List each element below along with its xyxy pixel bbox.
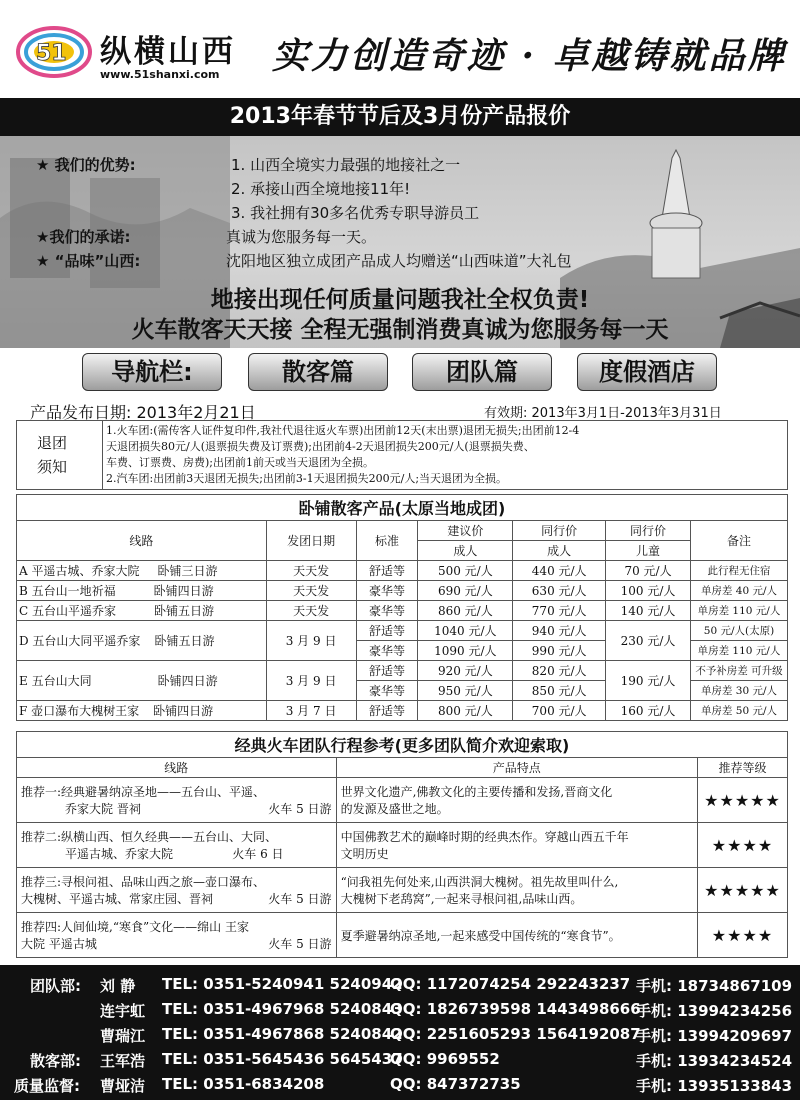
itinerary-route: 推荐三:寻根问祖、品味山西之旅—壶口瀑布、 大槐树、平遥古城、常家庄园、晋祠 火车 5 日游 <box>17 868 337 913</box>
contact-tel[interactable]: TEL: 0351-5645436 5645437 <box>162 1050 403 1068</box>
remark-cell: 单房差 50 元/人 <box>690 701 787 721</box>
contact-mobile[interactable]: 手机: 13994209697 <box>636 1027 793 1045</box>
refund-label: 退团 <box>37 434 68 452</box>
headline-quality: 地接出现任何质量问题我社全权负责! <box>210 287 590 313</box>
contact-tel[interactable]: TEL: 0351-4967968 5240843 <box>162 1000 403 1018</box>
itinerary-route: 推荐四:人间仙境,“寒食”文化——绵山 王家 大院 平遥古城 火车 5 日游 <box>17 913 337 958</box>
child-price: 190 元/人 <box>606 661 691 701</box>
col-peer: 同行价 <box>513 521 606 541</box>
col-feature: 产品特点 <box>336 758 697 778</box>
standard-cell: 舒适等 <box>356 621 418 641</box>
header <box>0 0 800 98</box>
col-date: 发团日期 <box>266 521 356 561</box>
suggest-price: 950 元/人 <box>418 681 513 701</box>
itinerary-feature: 世界文化遗产,佛教文化的主要传播和发扬,晋商文化 的发源及盛世之地。 <box>336 778 697 823</box>
route-cell: F 壶口瀑布大槐树王家 卧铺四日游 <box>17 701 267 721</box>
contact-dept: 散客部: <box>30 1052 81 1070</box>
advantage-item: 1. 山西全境实力最强的地接社之一 <box>231 156 461 174</box>
route-cell: A 平遥古城、乔家大院 卧铺三日游 <box>17 561 267 581</box>
route-cell: B 五台山一地祈福 卧铺四日游 <box>17 581 267 601</box>
logo-mark-icon <box>14 18 94 84</box>
taste-label: ★ “品味”山西: <box>36 252 141 270</box>
col-adult: 成人 <box>513 541 606 561</box>
peer-price: 820 元/人 <box>513 661 606 681</box>
contacts-panel <box>0 965 800 1100</box>
refund-label: 须知 <box>37 458 68 476</box>
contact-row <box>0 975 800 997</box>
nav-bar <box>0 348 800 400</box>
date-row <box>0 400 800 422</box>
contact-name: 王军浩 <box>100 1052 146 1070</box>
col-level: 推荐等级 <box>697 758 787 778</box>
contact-qq[interactable]: QQ: 1172074254 292243237 <box>390 975 631 993</box>
nav-label: 导航栏: <box>82 353 222 391</box>
suggest-price: 690 元/人 <box>418 581 513 601</box>
contact-row <box>0 1075 800 1097</box>
date-cell: 天天发 <box>266 581 356 601</box>
refund-line: 天退团损失80元/人(退票损失费及订票费);出团前4-2天退团损失200元/人(退票损失费、 <box>106 440 535 453</box>
peer-price: 700 元/人 <box>513 701 606 721</box>
brand-name: 纵横山西 <box>100 34 236 70</box>
itinerary-route: 推荐一:经典避暑纳凉圣地——五台山、平遥、 乔家大院 晋祠 火车 5 日游 <box>17 778 337 823</box>
child-price: 230 元/人 <box>606 621 691 661</box>
brand-url[interactable]: www.51shanxi.com <box>100 68 220 81</box>
suggest-price: 1090 元/人 <box>418 641 513 661</box>
date-cell: 3 月 9 日 <box>266 621 356 661</box>
taste-block <box>36 250 572 271</box>
route-cell: C 五台山平遥乔家 卧铺五日游 <box>17 601 267 621</box>
itinerary-feature: 夏季避暑纳凉圣地,一起来感受中国传统的“寒食节”。 <box>336 913 697 958</box>
col-standard: 标准 <box>356 521 418 561</box>
standard-cell: 舒适等 <box>356 661 418 681</box>
table-row <box>17 561 788 581</box>
remark-cell: 单房差 110 元/人 <box>690 641 787 661</box>
standard-cell: 豪华等 <box>356 581 418 601</box>
col-adult: 成人 <box>418 541 513 561</box>
table-row <box>17 601 788 621</box>
table-row <box>17 913 788 958</box>
standard-cell: 豪华等 <box>356 681 418 701</box>
contact-name: 曹垭洁 <box>100 1077 146 1095</box>
brand-logo[interactable] <box>8 8 278 92</box>
contact-tel[interactable]: TEL: 0351-4967868 5240842 <box>162 1025 403 1043</box>
nav-tab-individual[interactable]: 散客篇 <box>248 353 388 391</box>
publish-date: 产品发布日期: 2013年2月21日 <box>30 403 256 422</box>
suggest-price: 800 元/人 <box>418 701 513 721</box>
refund-rules <box>103 421 788 490</box>
suggest-price: 860 元/人 <box>418 601 513 621</box>
remark-cell: 不予补房差 可升级 <box>690 661 787 681</box>
advantage-item: 3. 我社拥有30多名优秀专职导游员工 <box>231 204 480 222</box>
rating-stars: ★★★★★ <box>697 778 787 823</box>
slogan: 实力创造奇迹 · 卓越铸就品牌 <box>272 35 787 77</box>
itinerary-feature: “问我祖先何处来,山西洪洞大槐树。祖先故里叫什么, 大槐树下老鸹窝”,一起来寻根问祖,品味山西。 <box>336 868 697 913</box>
nav-tab-hotel[interactable]: 度假酒店 <box>577 353 717 391</box>
date-cell: 3 月 9 日 <box>266 661 356 701</box>
contact-name: 连宇虹 <box>100 1002 146 1020</box>
contact-name: 曹瑞江 <box>100 1027 146 1045</box>
route-cell: E 五台山大同 卧铺四日游 <box>17 661 267 701</box>
rating-stars: ★★★★ <box>697 913 787 958</box>
contact-tel[interactable]: TEL: 0351-6834208 <box>162 1075 325 1093</box>
child-price: 70 元/人 <box>606 561 691 581</box>
table-row <box>17 661 788 681</box>
col-suggest: 建议价 <box>418 521 513 541</box>
refund-line: 1.火车团:(需传客人证件复印件,我社代退往返火车票)出团前12天(末出票)退团无损失;出团前12-4 <box>106 424 580 437</box>
train-title: 经典火车团队行程参考(更多团队简介欢迎索取) <box>17 732 788 758</box>
nav-tab-group[interactable]: 团队篇 <box>412 353 552 391</box>
train-itinerary-table <box>16 731 788 958</box>
peer-price: 850 元/人 <box>513 681 606 701</box>
col-remark: 备注 <box>690 521 787 561</box>
advantages-block <box>36 154 461 175</box>
suggest-price: 920 元/人 <box>418 661 513 681</box>
promise-label: ★我们的承诺: <box>36 228 131 246</box>
taste-text: 沈阳地区独立成团产品成人均赠送“山西味道”大礼包 <box>226 252 572 270</box>
sleeper-title: 卧铺散客产品(太原当地成团) <box>17 495 788 521</box>
remark-cell: 单房差 40 元/人 <box>690 581 787 601</box>
refund-label-cell <box>17 421 103 490</box>
suggest-price: 500 元/人 <box>418 561 513 581</box>
sleeper-price-table <box>16 494 788 721</box>
contact-qq[interactable]: QQ: 847372735 <box>390 1075 521 1093</box>
rating-stars: ★★★★★ <box>697 868 787 913</box>
standard-cell: 豪华等 <box>356 641 418 661</box>
col-peer-child: 同行价 <box>606 521 691 541</box>
peer-price: 990 元/人 <box>513 641 606 661</box>
child-price: 140 元/人 <box>606 601 691 621</box>
promise-text: 真诚为您服务每一天。 <box>226 228 377 246</box>
col-route: 线路 <box>17 758 337 778</box>
rating-stars: ★★★★ <box>697 823 787 868</box>
contact-mobile[interactable]: 手机: 13934234524 <box>636 1052 793 1070</box>
refund-line: 2.汽车团:出团前3天退团无损失;出团前3-1天退团损失200元/人;当天退团为全损。 <box>106 472 508 485</box>
route-cell: D 五台山大同平遥乔家 卧铺五日游 <box>17 621 267 661</box>
advantages-label: ★ 我们的优势: <box>36 156 136 174</box>
peer-price: 440 元/人 <box>513 561 606 581</box>
col-route: 线路 <box>17 521 267 561</box>
table-row <box>17 823 788 868</box>
standard-cell: 舒适等 <box>356 701 418 721</box>
contact-tel[interactable]: TEL: 0351-5240941 5240942 <box>162 975 403 993</box>
contact-dept: 团队部: <box>30 977 81 995</box>
remark-cell: 此行程无住宿 <box>690 561 787 581</box>
svg-text:51: 51 <box>36 41 67 66</box>
peer-price: 940 元/人 <box>513 621 606 641</box>
refund-line: 车费、订票费、房费);出团前1前天或当天退团为全损。 <box>106 456 374 469</box>
standard-cell: 舒适等 <box>356 561 418 581</box>
table-row <box>17 778 788 823</box>
remark-cell: 单房差 110 元/人 <box>690 601 787 621</box>
remark-cell: 单房差 30 元/人 <box>690 681 787 701</box>
child-price: 100 元/人 <box>606 581 691 601</box>
contact-mobile[interactable]: 手机: 18734867109 <box>636 977 793 995</box>
contact-name: 刘 静 <box>100 977 136 995</box>
contact-row <box>0 1050 800 1072</box>
contact-row <box>0 1025 800 1047</box>
valid-period: 有效期: 2013年3月1日-2013年3月31日 <box>484 406 722 421</box>
contact-mobile[interactable]: 手机: 13994234256 <box>636 1002 793 1020</box>
standard-cell: 豪华等 <box>356 601 418 621</box>
child-price: 160 元/人 <box>606 701 691 721</box>
suggest-price: 1040 元/人 <box>418 621 513 641</box>
date-cell: 天天发 <box>266 561 356 581</box>
table-row <box>17 581 788 601</box>
contact-qq[interactable]: QQ: 9969552 <box>390 1050 500 1068</box>
promise-block <box>36 226 377 247</box>
date-cell: 天天发 <box>266 601 356 621</box>
table-row <box>17 621 788 641</box>
col-child: 儿童 <box>606 541 691 561</box>
banner <box>0 98 800 400</box>
table-row <box>17 701 788 721</box>
contact-qq[interactable]: QQ: 2251605293 1564192087 <box>390 1025 641 1043</box>
main-title: 2013年春节节后及3月份产品报价 <box>0 98 800 136</box>
date-cell: 3 月 7 日 <box>266 701 356 721</box>
remark-cell: 50 元/人(太原) <box>690 621 787 641</box>
contact-mobile[interactable]: 手机: 13935133843 <box>636 1077 793 1095</box>
contact-row <box>0 1000 800 1022</box>
itinerary-feature: 中国佛教艺术的巅峰时期的经典杰作。穿越山西五千年 文明历史 <box>336 823 697 868</box>
peer-price: 630 元/人 <box>513 581 606 601</box>
contact-qq[interactable]: QQ: 1826739598 1443498666 <box>390 1000 641 1018</box>
headline-service: 火车散客天天接 全程无强制消费真诚为您服务每一天 <box>131 317 669 343</box>
peer-price: 770 元/人 <box>513 601 606 621</box>
itinerary-route: 推荐二:纵横山西、恒久经典——五台山、大同、 平遥古城、乔家大院 火车 6 日 <box>17 823 337 868</box>
refund-table <box>16 420 788 490</box>
advantage-item: 2. 承接山西全境地接11年! <box>231 180 411 198</box>
table-row <box>17 868 788 913</box>
contact-dept: 质量监督: <box>14 1077 80 1095</box>
